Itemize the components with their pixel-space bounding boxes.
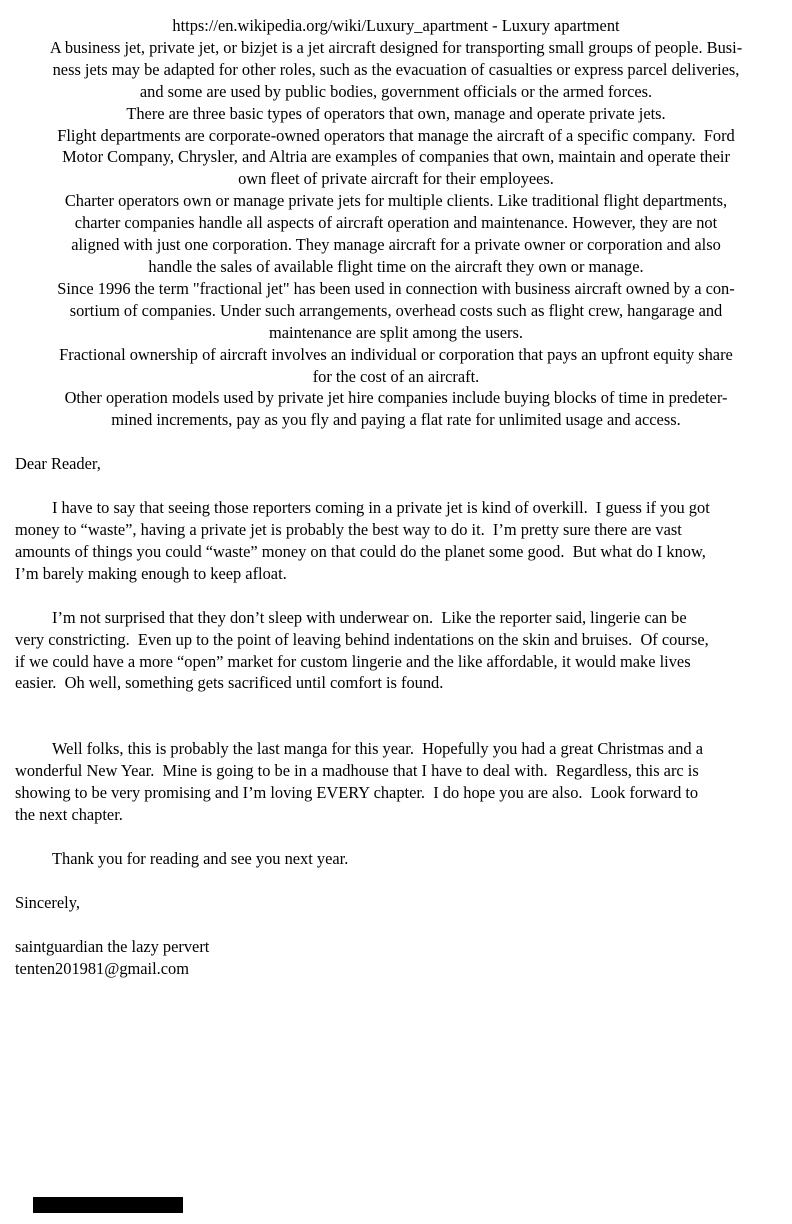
signature-block bbox=[15, 936, 777, 980]
text-line: Other operation models used by private jet hire companies include buying blocks of time in predeter- bbox=[64, 388, 728, 408]
text-line: charter companies handle all aspects of aircraft operation and maintenance. However, they are not bbox=[74, 213, 718, 233]
text-line: maintenance are split among the users. bbox=[269, 322, 523, 342]
text-line: Charter operators own or manage private jets for multiple clients. Like traditional flight departments, bbox=[64, 191, 728, 211]
letter-paragraph bbox=[15, 738, 777, 826]
text-line: for the cost of an aircraft. bbox=[312, 366, 480, 386]
letter-paragraph bbox=[15, 607, 777, 695]
text-line: amounts of things you could “waste” money on that could do the planet some good. But what do I know, bbox=[15, 541, 706, 561]
text-line: very constricting. Even up to the point of leaving behind indentations on the skin and bruises. Of course, bbox=[15, 629, 709, 649]
letter-paragraph bbox=[15, 497, 777, 585]
text-line: the next chapter. bbox=[15, 805, 123, 825]
text-line: ness jets may be adapted for other roles, such as the evacuation of casualties or express parcel deliveries, bbox=[52, 59, 740, 79]
text-line: Thank you for reading and see you next year. bbox=[52, 849, 349, 868]
signature-email: tenten201981@gmail.com bbox=[15, 958, 189, 978]
text-line: sortium of companies. Under such arrangements, overhead costs such as flight crew, hangarage and bbox=[69, 300, 723, 320]
text-line: showing to be very promising and I’m loving EVERY chapter. I do hope you are also. Look forward to bbox=[15, 783, 699, 803]
text-line: Since 1996 the term "fractional jet" has been used in connection with business aircraft owned by a con- bbox=[57, 278, 735, 298]
text-line: easier. Oh well, something gets sacrificed until comfort is found. bbox=[15, 673, 444, 693]
text-line: and some are used by public bodies, government officials or the armed forces. bbox=[139, 81, 653, 101]
text-line: A business jet, private jet, or bizjet is a jet aircraft designed for transporting small groups of people. Busi- bbox=[49, 37, 743, 57]
intro-block bbox=[15, 15, 777, 431]
salutation: Dear Reader, bbox=[15, 454, 101, 474]
text-line: Fractional ownership of aircraft involves an individual or corporation that pays an upfront equity share bbox=[59, 344, 733, 364]
text-line: Motor Company, Chrysler, and Altria are examples of companies that own, maintain and operate their bbox=[62, 147, 730, 167]
text-line: wonderful New Year. Mine is going to be in a madhouse that I have to deal with. Regardless, this arc is bbox=[15, 761, 699, 781]
source-url-line: https://en.wikipedia.org/wiki/Luxury_apartment - Luxury apartment bbox=[172, 16, 620, 35]
text-line: aligned with just one corporation. They manage aircraft for a private owner or corporation and also bbox=[71, 235, 721, 255]
text-line: mined increments, pay as you fly and paying a flat rate for unlimited usage and access. bbox=[111, 410, 681, 430]
text-line: Well folks, this is probably the last manga for this year. Hopefully you had a great Christmas and a bbox=[52, 739, 703, 759]
text-line: I’m not surprised that they don’t sleep with underwear on. Like the reporter said, lingerie can be bbox=[52, 607, 687, 627]
intro-text bbox=[15, 37, 777, 431]
letter-paragraph bbox=[15, 848, 777, 870]
text-line: Flight departments are corporate-owned operators that manage the aircraft of a specific company. Ford bbox=[57, 125, 735, 145]
text-line: handle the sales of available flight time on the aircraft they own or manage. bbox=[148, 256, 644, 276]
text-line: I have to say that seeing those reporters coming in a private jet is kind of overkill. I guess if you got bbox=[52, 498, 710, 518]
letter bbox=[15, 453, 777, 979]
text-line: I’m barely making enough to keep afloat. bbox=[15, 563, 287, 583]
black-bar bbox=[33, 1197, 183, 1213]
text-line: own fleet of private aircraft for their employees. bbox=[238, 169, 554, 189]
text-line: if we could have a more “open” market for custom lingerie and the like affordable, it would make lives bbox=[15, 651, 691, 671]
text-line: There are three basic types of operators that own, manage and operate private jets. bbox=[126, 103, 666, 123]
signature-name: saintguardian the lazy pervert bbox=[15, 936, 210, 956]
text-line: money to “waste”, having a private jet is probably the best way to do it. I’m pretty sure there are vast bbox=[15, 520, 682, 540]
closing: Sincerely, bbox=[15, 892, 80, 912]
letter-paragraphs bbox=[15, 497, 777, 870]
